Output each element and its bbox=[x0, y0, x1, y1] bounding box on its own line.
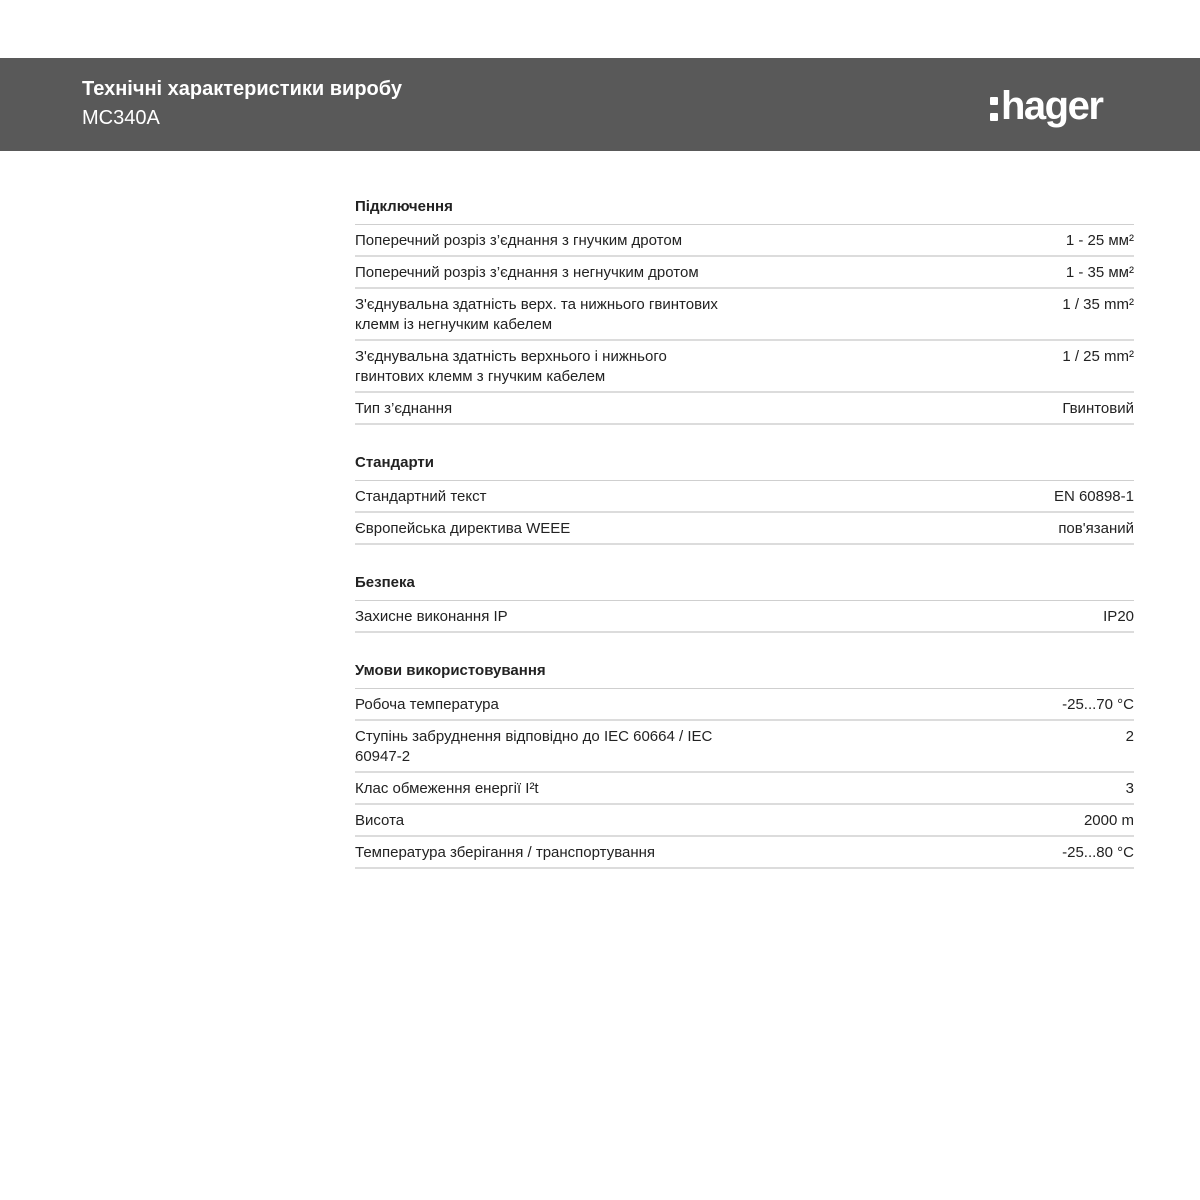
section-standards bbox=[355, 451, 1134, 545]
spec-value: EN 60898-1 bbox=[1053, 488, 1134, 505]
product-code: MC340A bbox=[82, 107, 160, 129]
spec-label: Поперечний розріз з’єднання з негнучким дротом bbox=[355, 264, 699, 281]
section-title: Стандарти bbox=[355, 451, 1134, 481]
spec-label: Температура зберігання / транспортування bbox=[355, 844, 656, 861]
section-title: Безпека bbox=[355, 571, 1134, 601]
spec-row bbox=[355, 513, 1134, 545]
spec-row bbox=[355, 257, 1134, 289]
spec-label: Захисне виконання IP bbox=[355, 608, 508, 625]
spec-value: 1 / 35 mm² bbox=[1062, 296, 1134, 313]
document-title: Технічні характеристики виробу bbox=[82, 78, 402, 100]
spec-content bbox=[355, 195, 1134, 895]
section-safety bbox=[355, 571, 1134, 633]
spec-value: Гвинтовий bbox=[1062, 400, 1134, 417]
spec-row bbox=[355, 721, 1134, 773]
spec-value: 2 bbox=[1125, 728, 1134, 745]
spec-row bbox=[355, 601, 1134, 633]
spec-label: З'єднувальна здатність верхнього і нижнього гвинтових клемм з гнучким кабелем bbox=[355, 348, 667, 385]
spec-label: Робоча температура bbox=[355, 696, 499, 713]
spec-value: -25...80 °C bbox=[1062, 844, 1134, 861]
spec-row bbox=[355, 341, 1134, 393]
spec-row bbox=[355, 393, 1134, 425]
spec-row bbox=[355, 289, 1134, 341]
spec-value: 1 - 35 мм² bbox=[1065, 264, 1134, 281]
section-operating-conditions bbox=[355, 659, 1134, 869]
spec-value: 2000 m bbox=[1083, 812, 1134, 829]
spec-label: Клас обмеження енергії I²t bbox=[355, 780, 539, 797]
spec-label: Європейська директива WEEE bbox=[355, 520, 571, 537]
section-title: Умови використовування bbox=[355, 659, 1134, 689]
spec-row bbox=[355, 481, 1134, 513]
spec-label: Стандартний текст bbox=[355, 488, 487, 505]
spec-value: IP20 bbox=[1103, 608, 1134, 625]
spec-label: Ступінь забруднення відповідно до IEC 60664 / IEC 60947-2 bbox=[355, 728, 713, 765]
spec-row bbox=[355, 837, 1134, 869]
spec-row bbox=[355, 773, 1134, 805]
spec-label: Поперечний розріз з’єднання з гнучким дротом bbox=[355, 232, 683, 249]
spec-row bbox=[355, 225, 1134, 257]
spec-row bbox=[355, 805, 1134, 837]
spec-value: -25...70 °C bbox=[1062, 696, 1134, 713]
spec-label: Тип з’єднання bbox=[355, 400, 453, 417]
spec-value: пов'язаний bbox=[1058, 520, 1134, 537]
spec-value: 3 bbox=[1125, 780, 1134, 797]
section-connection bbox=[355, 195, 1134, 425]
spec-row bbox=[355, 689, 1134, 721]
spec-value: 1 / 25 mm² bbox=[1062, 348, 1134, 365]
logo-colon-icon bbox=[990, 97, 998, 121]
logo-text: hager bbox=[1001, 84, 1103, 128]
spec-label: Висота bbox=[355, 812, 405, 829]
spec-value: 1 - 25 мм² bbox=[1065, 232, 1134, 249]
section-title: Підключення bbox=[355, 195, 1134, 225]
spec-label: З'єднувальна здатність верх. та нижнього гвинтових клемм із негнучким кабелем bbox=[355, 296, 718, 333]
page-header bbox=[0, 58, 1200, 151]
hager-logo bbox=[990, 84, 1102, 128]
